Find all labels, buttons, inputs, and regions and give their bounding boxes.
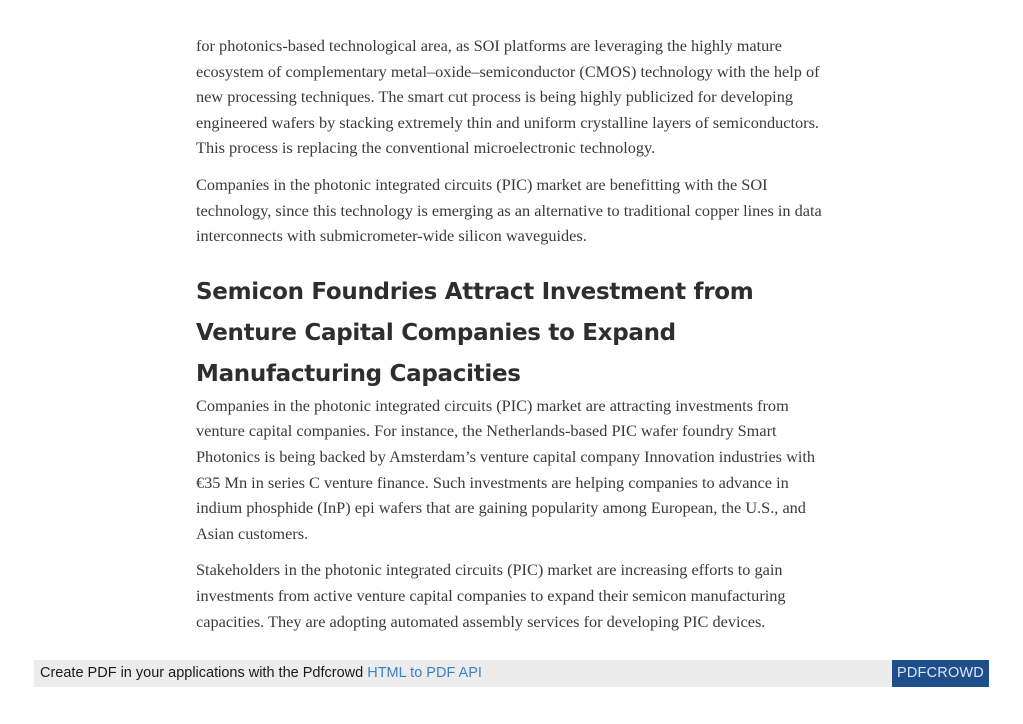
html-to-pdf-api-link[interactable]: HTML to PDF API: [367, 665, 482, 681]
pdfcrowd-footer-bar: [34, 660, 989, 687]
footer-label: Create PDF in your applications with the Pdfcrowd: [40, 665, 368, 681]
article-body: [196, 33, 836, 645]
paragraph-stakeholders: Stakeholders in the photonic integrated circuits (PIC) market are increasing efforts to gain investments from active venture capital companies to expand their semicon manufacturing capacities. They are adopting automated assembly services for developing PIC devices.: [196, 560, 786, 631]
paragraph-soi-platforms: for photonics-based technological area, as SOI platforms are leveraging the highly mature ecosystem of complementary metal–oxide–semiconductor (CMOS) technology with the help of new processing techniques. The smart cut process is being highly publicized for developing engineered wafers by stacking extremely thin and uniform crystalline layers of semiconductors. This process is replacing the conventional microelectronic technology.: [196, 36, 820, 158]
section-heading: Semicon Foundries Attract Investment from Venture Capital Companies to Expand Manufacturing Capacities: [196, 278, 754, 387]
footer-text: [40, 665, 482, 681]
paragraph-soi-technology: Companies in the photonic integrated circuits (PIC) market are benefitting with the SOI technology, since this technology is emerging as an alternative to traditional copper lines in data interconnects with submicrometer-wide silicon waveguides.: [196, 174, 822, 246]
paragraph-venture-investment: Companies in the photonic integrated circuits (PIC) market are attracting investments from venture capital companies. For instance, the Netherlands-based PIC wafer foundry Smart Photonics is being backed by Amsterdam’s venture capital company Innovation industries with €35 Mn in series C venture finance. Such investments are helping companies to advance in indium phosphide (InP) epi wafers that are gaining popularity among European, the U.S., and Asian customers.: [196, 395, 816, 543]
pdfcrowd-brand-button[interactable]: PDFCROWD: [892, 660, 989, 687]
